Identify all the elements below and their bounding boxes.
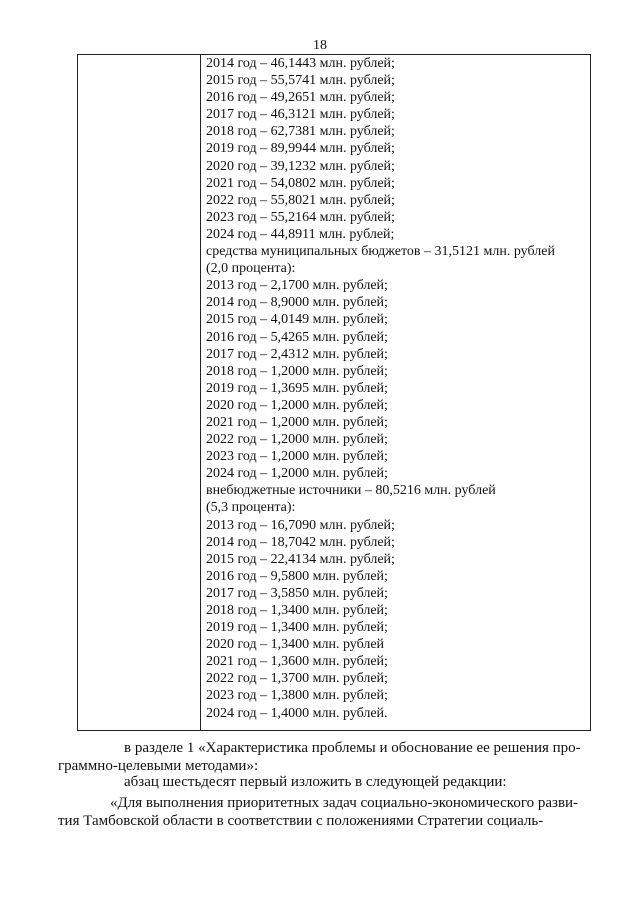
funding-line: 2017 год – 46,3121 млн. рублей; — [206, 107, 395, 123]
funding-line: 2022 год – 55,8021 млн. рублей; — [206, 192, 395, 208]
funding-line: 2018 год – 1,3400 млн. рублей; — [206, 603, 388, 618]
funding-line: 2021 год – 54,0802 млн. рублей; — [206, 175, 395, 191]
funding-line: 2023 год – 1,3800 млн. рублей; — [206, 688, 388, 704]
funding-line: 2024 год – 44,8911 млн. рублей; — [206, 226, 395, 242]
funding-line: 2022 год – 1,2000 млн. рублей; — [206, 432, 388, 448]
funding-table — [77, 54, 591, 731]
funding-line: средства муниципальных бюджетов – 31,5121 млн. рублей — [206, 244, 555, 260]
funding-line: 2021 год – 1,3600 млн. рублей; — [206, 654, 388, 670]
funding-line: 2018 год – 1,2000 млн. рублей; — [206, 363, 388, 379]
funding-line: 2013 год – 16,7090 млн. рублей; — [206, 517, 395, 533]
funding-line: 2019 год – 89,9944 млн. рублей; — [206, 141, 395, 157]
funding-line: 2023 год – 55,2164 млн. рублей; — [206, 209, 395, 225]
funding-line: 2014 год – 8,9000 млн. рублей; — [206, 295, 388, 311]
funding-line: 2021 год – 1,2000 млн. рублей; — [206, 414, 388, 430]
funding-line: 2023 год – 1,2000 млн. рублей; — [206, 449, 388, 465]
funding-line: 2020 год – 39,1232 млн. рублей; — [206, 158, 395, 174]
funding-line: 2017 год – 2,4312 млн. рублей; — [206, 346, 388, 362]
funding-line: 2020 год – 1,2000 млн. рублей; — [206, 397, 388, 413]
funding-line: (5,3 процента): — [206, 500, 296, 516]
funding-line: 2020 год – 1,3400 млн. рублей — [206, 637, 385, 653]
funding-line: 2024 год – 1,2000 млн. рублей; — [206, 466, 388, 482]
page-number: 18 — [313, 38, 327, 53]
paragraph-line: граммно-целевыми методами»: — [58, 758, 259, 774]
funding-line: внебюджетные источники – 80,5216 млн. рублей — [206, 483, 496, 499]
funding-line: 2015 год – 22,4134 млн. рублей; — [206, 551, 395, 567]
paragraph-line: тия Тамбовской области в соответствии с положениями Стратегии социаль- — [58, 813, 544, 829]
funding-line: 2015 год – 55,5741 млн. рублей; — [206, 73, 395, 89]
funding-line: 2024 год – 1,4000 млн. рублей. — [206, 705, 388, 721]
paragraph-line: абзац шестьдесят первый изложить в следующей редакции: — [124, 774, 507, 790]
funding-line: 2014 год – 46,1443 млн. рублей; — [206, 56, 395, 71]
funding-line: 2013 год – 2,1700 млн. рублей; — [206, 278, 388, 294]
instruction-paragraph — [124, 773, 624, 791]
funding-line: 2016 год – 9,5800 млн. рублей; — [206, 568, 388, 584]
funding-line: 2016 год – 5,4265 млн. рублей; — [206, 329, 388, 345]
funding-line: 2022 год – 1,3700 млн. рублей; — [206, 671, 388, 687]
funding-line: 2016 год – 49,2651 млн. рублей; — [206, 90, 395, 106]
funding-line: (2,0 процента): — [206, 261, 296, 277]
funding-line: 2015 год – 4,0149 млн. рублей; — [206, 312, 388, 328]
paragraph-line: в разделе 1 «Характеристика проблемы и обоснование ее решения про- — [124, 740, 581, 756]
table-left-cell — [78, 55, 201, 730]
funding-line: 2018 год – 62,7381 млн. рублей; — [206, 124, 395, 140]
funding-line: 2017 год – 3,5850 млн. рублей; — [206, 585, 388, 601]
section-paragraph — [58, 739, 593, 775]
quoted-paragraph — [58, 794, 593, 830]
funding-line: 2019 год – 1,3695 млн. рублей; — [206, 380, 388, 396]
funding-line: 2019 год – 1,3400 млн. рублей; — [206, 620, 388, 636]
paragraph-line: «Для выполнения приоритетных задач социально-экономического разви- — [110, 795, 579, 811]
funding-line: 2014 год – 18,7042 млн. рублей; — [206, 534, 395, 550]
table-right-cell — [206, 55, 586, 730]
